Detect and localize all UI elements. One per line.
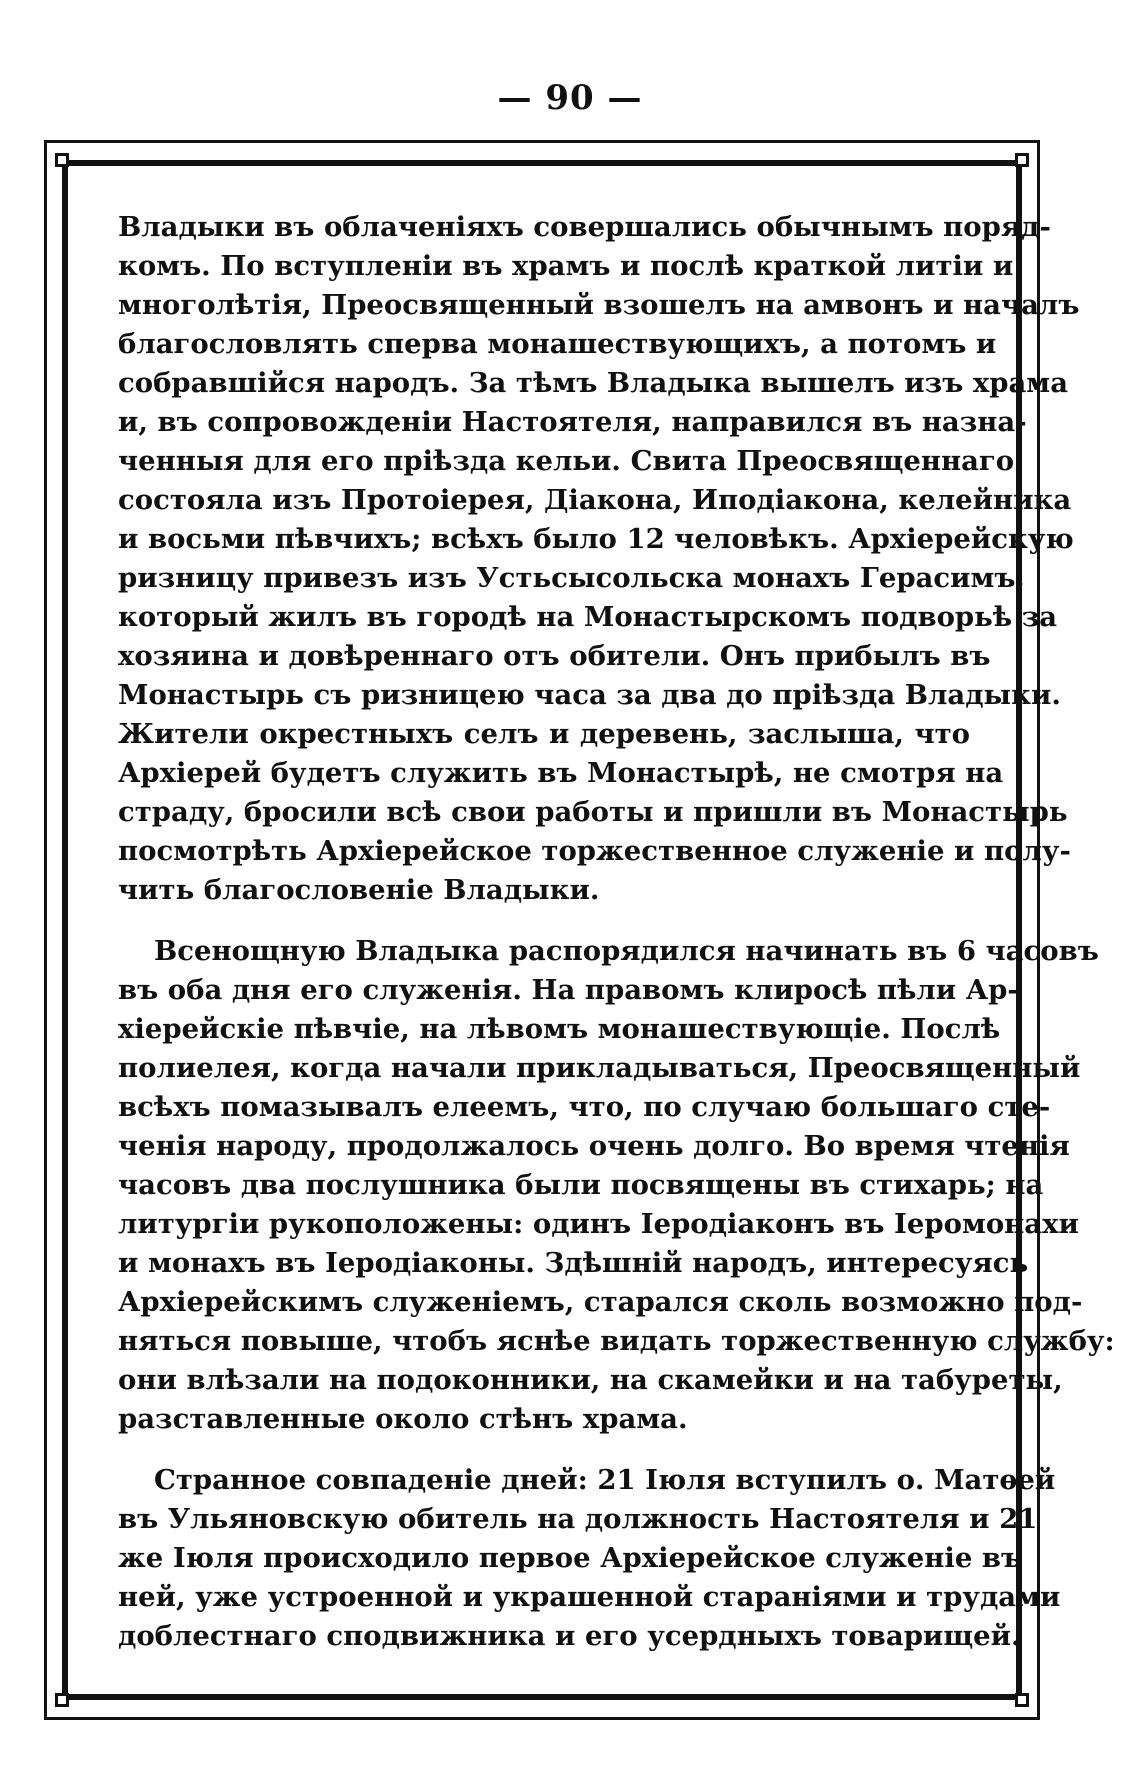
text-line: Архіерей будетъ служить въ Монастырѣ, не смотря на: [118, 757, 1004, 789]
text-line: Владыки въ облаченіяхъ совершались обычнымъ поряд-: [118, 211, 1051, 243]
paragraph-1: [118, 208, 1080, 910]
page-number: — 90 —: [497, 78, 643, 118]
paragraph-3: [118, 1461, 1061, 1656]
text-line: въ оба дня его служенія. На правомъ клиросѣ пѣли Ар-: [118, 974, 1019, 1006]
text-line: ней, уже устроенной и украшенной стараніями и трудами: [118, 1581, 1061, 1613]
text-line: который жилъ въ городѣ на Монастырскомъ подворьѣ за: [118, 601, 1058, 633]
text-line: ченныя для его пріѣзда кельи. Свита Преосвященнаго: [118, 445, 1015, 477]
text-line: Жители окрестныхъ селъ и деревень, заслыша, что: [118, 718, 970, 750]
text-line: въ Ульяновскую обитель на должность Настоятеля и 21: [118, 1503, 1038, 1535]
text-line: собравшійся народъ. За тѣмъ Владыка вышелъ изъ храма: [118, 367, 1069, 399]
text-line: Странное совпаденіе дней: 21 Іюля вступилъ о. Матѳей: [154, 1464, 1056, 1496]
border-corner-ornament: [1015, 153, 1029, 167]
body-text: [118, 208, 1115, 1678]
text-line: многолѣтія, Преосвященный взошелъ на амвонъ и началъ: [118, 289, 1080, 321]
text-line: страду, бросили всѣ свои работы и пришли въ Монастырь: [118, 796, 1068, 828]
text-line: и, въ сопровожденіи Настоятеля, направился въ назна-: [118, 406, 1027, 438]
border-corner-ornament: [55, 1693, 69, 1707]
text-line: полиелея, когда начали прикладываться, Преосвященный: [118, 1052, 1081, 1084]
text-line: ченія народу, продолжалось очень долго. Во время чтенія: [118, 1130, 1070, 1162]
text-line: доблестнаго сподвижника и его усердныхъ товарищей.: [118, 1620, 1021, 1652]
text-line: Монастырь съ ризницею часа за два до пріѣзда Владыки.: [118, 679, 1061, 711]
text-line: ризницу привезъ изъ Устьсысольска монахъ Герасимъ,: [118, 562, 1026, 594]
text-line: же Іюля происходило первое Архіерейское служеніе въ: [118, 1542, 1023, 1574]
text-line: посмотрѣть Архіерейское торжественное служеніе и полу-: [118, 835, 1071, 867]
text-line: чить благословеніе Владыки.: [118, 874, 600, 906]
text-line: литургіи рукоположены: одинъ Іеродіаконъ въ Іеромонахи: [118, 1208, 1079, 1240]
text-line: хіерейскіе пѣвчіе, на лѣвомъ монашествующіе. Послѣ: [118, 1013, 1001, 1045]
text-line: всѣхъ помазывалъ елеемъ, что, по случаю большаго сте-: [118, 1091, 1051, 1123]
border-corner-ornament: [1015, 1693, 1029, 1707]
paragraph-2: [118, 932, 1115, 1439]
text-line: состояла изъ Протоіерея, Діакона, Иподіакона, келейника: [118, 484, 1072, 516]
text-line: часовъ два послушника были посвящены въ стихарь; на: [118, 1169, 1044, 1201]
text-line: Архіерейскимъ служеніемъ, старался сколь возможно под-: [118, 1286, 1083, 1318]
text-line: Всенощную Владыка распорядился начинать въ 6 часовъ: [154, 935, 1099, 967]
text-line: комъ. По вступленіи въ храмъ и послѣ краткой литіи и: [118, 250, 1014, 282]
text-line: благословлять сперва монашествующихъ, а потомъ и: [118, 328, 997, 360]
text-line: няться повыше, чтобъ яснѣе видать торжественную службу:: [118, 1325, 1115, 1357]
text-line: разставленные около стѣнъ храма.: [118, 1403, 688, 1435]
text-line: и восьми пѣвчихъ; всѣхъ было 12 человѣкъ. Архіерейскую: [118, 523, 1074, 555]
text-line: и монахъ въ Іеродіаконы. Здѣшній народъ, интересуясь: [118, 1247, 1029, 1279]
text-line: они влѣзали на подоконники, на скамейки и на табуреты,: [118, 1364, 1063, 1396]
text-line: хозяина и довѣреннаго отъ обители. Онъ прибылъ въ: [118, 640, 991, 672]
border-corner-ornament: [55, 153, 69, 167]
